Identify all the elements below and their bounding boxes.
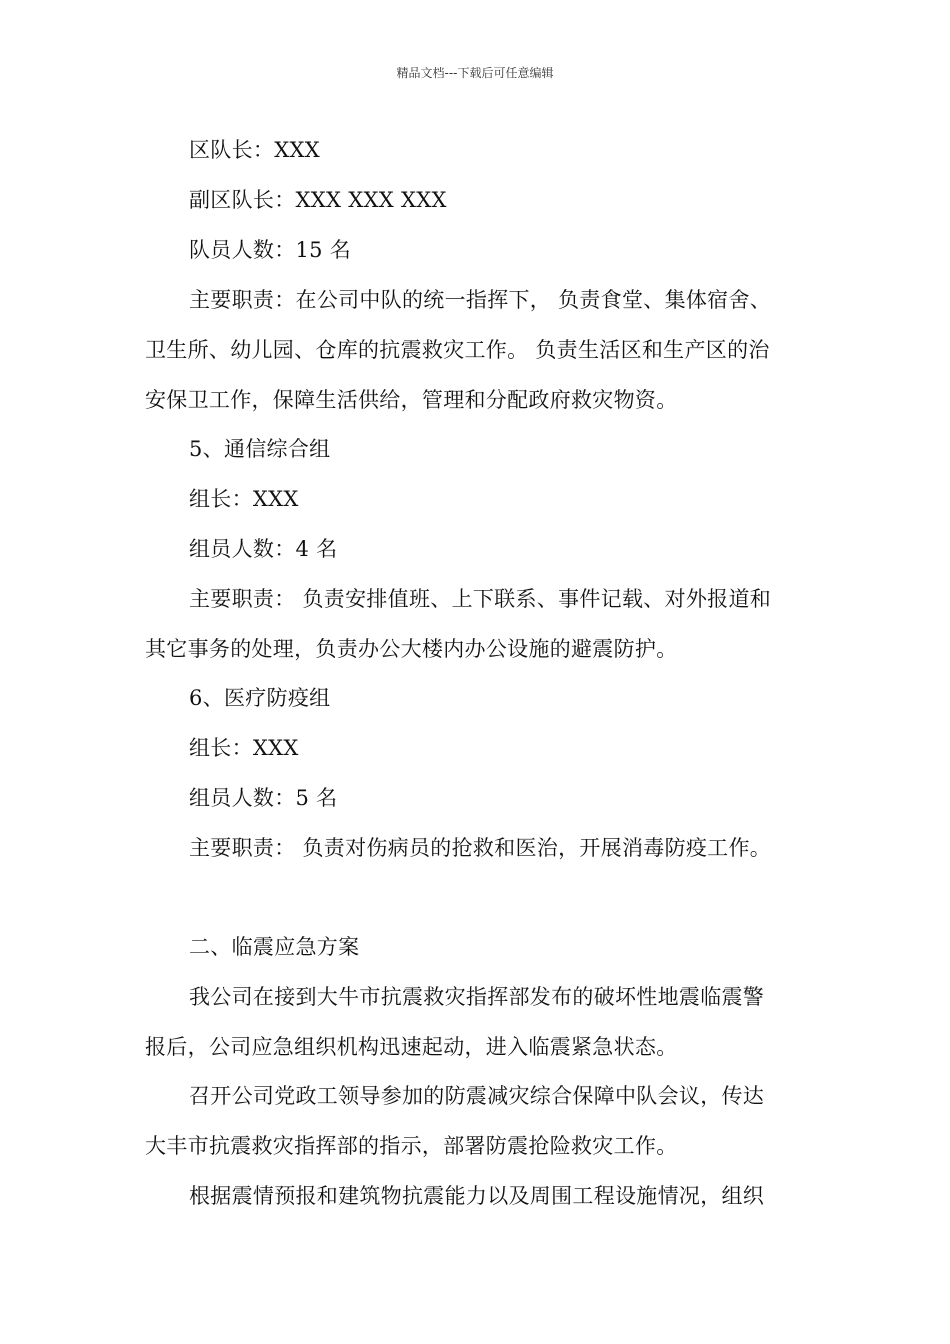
- section-heading: 6、医疗防疫组: [189, 686, 331, 710]
- section-heading: 二、临震应急方案: [189, 935, 360, 959]
- text-line: 其它事务的处理，负责办公大楼内办公设施的避震防护。: [145, 637, 678, 661]
- text-line: 组长：XXX: [189, 736, 299, 760]
- section-heading: 5、通信综合组: [189, 437, 331, 461]
- text-line: 根据震情预报和建筑物抗震能力以及周围工程设施情况，组织: [189, 1184, 765, 1208]
- text-line: 卫生所、幼儿园、仓库的抗震救灾工作。 负责生活区和生产区的治: [145, 338, 770, 362]
- text-line: 组长：XXX: [189, 487, 299, 511]
- text-line: 主要职责： 负责对伤病员的抢救和医治，开展消毒防疫工作。: [189, 836, 772, 860]
- text-line: 大丰市抗震救灾指挥部的指示，部署防震抢险救灾工作。: [145, 1134, 678, 1158]
- text-line: 报后，公司应急组织机构迅速起动，进入临震紧急状态。: [145, 1035, 678, 1059]
- text-line: 安保卫工作，保障生活供给，管理和分配政府救灾物资。: [145, 388, 678, 412]
- text-line: 区队长：XXX: [189, 138, 320, 162]
- text-line: 副区队长：XXX XXX XXX: [189, 188, 447, 212]
- text-line: 组员人数：5 名: [189, 786, 338, 810]
- text-line: 队员人数：15 名: [189, 238, 352, 262]
- text-line: 我公司在接到大牛市抗震救灾指挥部发布的破坏性地震临震警: [189, 985, 765, 1009]
- text-line: 主要职责： 负责安排值班、上下联系、事件记载、对外报道和: [189, 587, 772, 611]
- text-line: 主要职责：在公司中队的统一指挥下， 负责食堂、集体宿舍、: [189, 288, 772, 312]
- page-header: 精品文档---下载后可任意编辑: [396, 66, 554, 80]
- text-line: 召开公司党政工领导参加的防震减灾综合保障中队会议，传达: [189, 1084, 765, 1108]
- text-line: 组员人数：4 名: [189, 537, 338, 561]
